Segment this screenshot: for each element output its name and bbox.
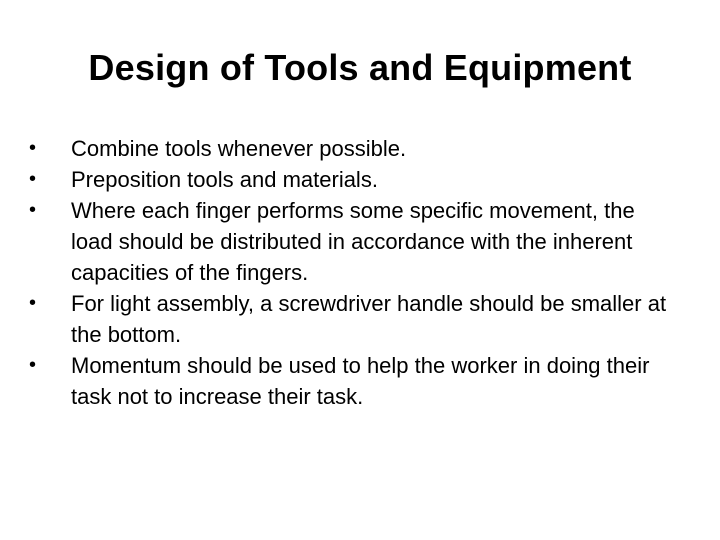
bullet-dot-icon: •	[29, 168, 37, 190]
bullet-item	[26, 133, 676, 164]
bullet-dot-icon: •	[29, 292, 37, 314]
bullet-item	[26, 195, 676, 288]
bullet-item	[26, 350, 676, 412]
bullet-dot-icon: •	[29, 354, 37, 376]
slide-title: Design of Tools and Equipment	[88, 47, 632, 88]
bullet-text: Where each finger performs some specific movement, the load should be distributed in accordance with the inherent capacities of the fingers.	[71, 198, 635, 285]
bullet-text: For light assembly, a screwdriver handle should be smaller at the bottom.	[71, 291, 667, 347]
bullet-text: Preposition tools and materials.	[71, 167, 378, 192]
bullet-item	[26, 288, 676, 350]
bullet-dot-icon: •	[29, 199, 37, 221]
bullet-text: Momentum should be used to help the worker in doing their task not to increase their task.	[71, 353, 650, 409]
bullet-text: Combine tools whenever possible.	[71, 136, 407, 161]
bullet-item	[26, 164, 676, 195]
bullet-dot-icon: •	[29, 137, 37, 159]
bullet-list	[26, 133, 676, 412]
